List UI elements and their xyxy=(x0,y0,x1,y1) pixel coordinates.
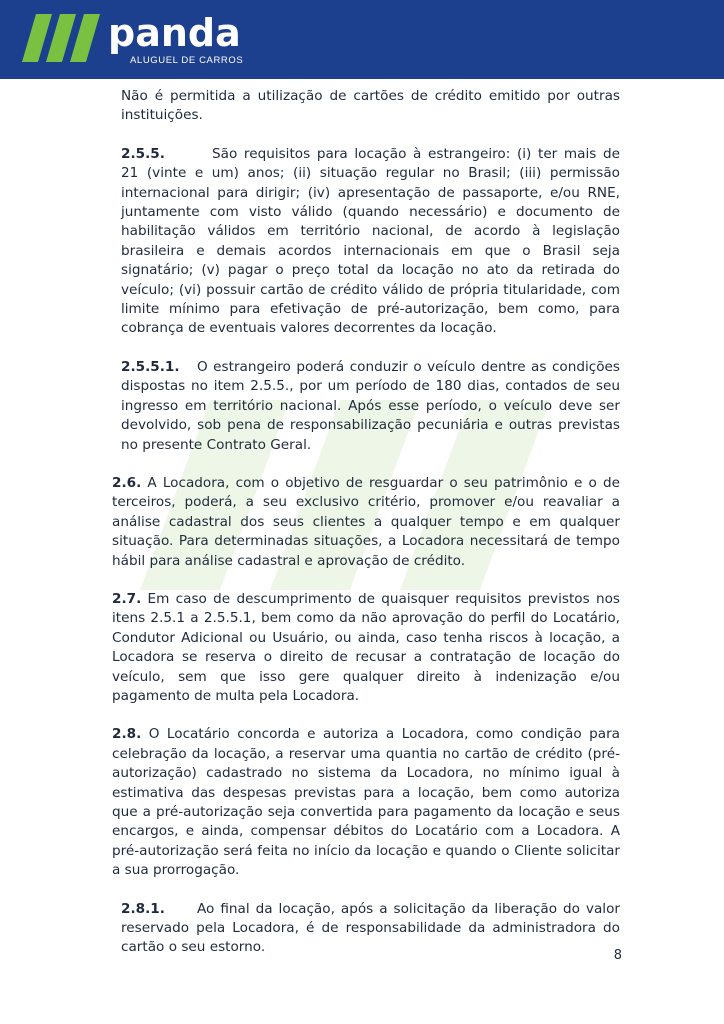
page-number: 8 xyxy=(613,948,622,963)
clause-2-8-1 xyxy=(112,900,620,958)
document-body xyxy=(112,87,620,958)
clause-number: 2.5.5.1. xyxy=(121,358,180,375)
clause-2-7 xyxy=(112,590,620,706)
clause-2-6 xyxy=(112,474,620,571)
clause-2-8 xyxy=(112,725,620,880)
paragraph-credit-cards: Não é permitida a utilização de cartões de crédito emitido por outras instituições. xyxy=(121,88,620,124)
clause-text: Ao final da locação, após a solicitação da liberação do valor reservado pela Locadora, é de responsabilidade da administradora do cartão o seu estorno. xyxy=(121,900,620,956)
clause-2-5-5-1 xyxy=(112,358,620,455)
clause-text: O estrangeiro poderá conduzir o veículo dentre as condições dispostas no item 2.5.5., por um período de 180 dias, contados de seu ingresso em território nacional. Após esse período, o veículo deve ser devolvido, sob pena de responsabilização pecuniária e outras previstas no presente Contrato Geral. xyxy=(121,358,620,453)
clause-number: 2.5.5. xyxy=(121,145,165,162)
clause-text: São requisitos para locação à estrangeiro: (i) ter mais de 21 (vinte e um) anos; (ii) situação regular no Brasil; (iii) permissão internacional para dirigir; (iv) apresentação de passaporte, e/ou RNE, juntamente com visto válido (quando necessário) e documento de habilitação válidos em território nacional, de acordo à legislação brasileira e demais acordos internacionais em que o Brasil seja signatário; (v) pagar o preço total da locação no ato da retirada do veículo; (vi) possuir cartão de crédito válido de própria titularidade, com limite mínimo para efetivação de pré-autorização, bem como, para cobrança de eventuais valores decorrentes da locação. xyxy=(121,145,620,337)
page-header xyxy=(0,0,724,79)
clause-number: 2.7. xyxy=(112,590,142,607)
clause-number: 2.6. xyxy=(112,474,142,491)
clause-number: 2.8. xyxy=(112,726,142,743)
clause-number: 2.8.1. xyxy=(121,900,165,917)
clause-text: O Locatário concorda e autoriza a Locadora, como condição para celebração da locação, a reservar uma quantia no cartão de crédito (pré-autorização) cadastrado no sistema da Locadora, no mínimo igual à estimativa das despesas previstas para a locação, bem como autoriza que a pré-autorização seja convertida para pagamento da locação e seus encargos, e ainda, compensar débitos do Locatário com a Locadora. A pré-autorização será feita no início da locação e quando o Cliente solicitar a sua prorrogação. xyxy=(112,726,620,879)
panda-logo-stripes-icon xyxy=(22,14,102,62)
clause-text: Em caso de descumprimento de quaisquer requisitos previstos nos itens 2.5.1 a 2.5.5.1, bem como da não aprovação do perfil do Locatário, Condutor Adicional ou Usuário, ou ainda, caso tenha riscos à locação, a Locadora se reserva o direito de recusar a contratação de locação do veículo, sem que isso gere qualquer direito à indenização e/ou pagamento de multa pela Locadora. xyxy=(112,590,620,704)
logo-subtitle: ALUGUEL DE CARROS xyxy=(130,55,244,66)
clause-text: A Locadora, com o objetivo de resguardar o seu patrimônio e o de terceiros, poderá, a seu exclusivo critério, promover e/ou reavaliar a análise cadastral dos seus clientes a qualquer tempo e em qualquer situação. Para determinadas situações, a Locadora necessitará de tempo hábil para análise cadastral e aprovação de crédito. xyxy=(112,474,620,569)
clause-2-5-5 xyxy=(112,145,620,339)
logo-wordmark: panda xyxy=(108,11,241,55)
